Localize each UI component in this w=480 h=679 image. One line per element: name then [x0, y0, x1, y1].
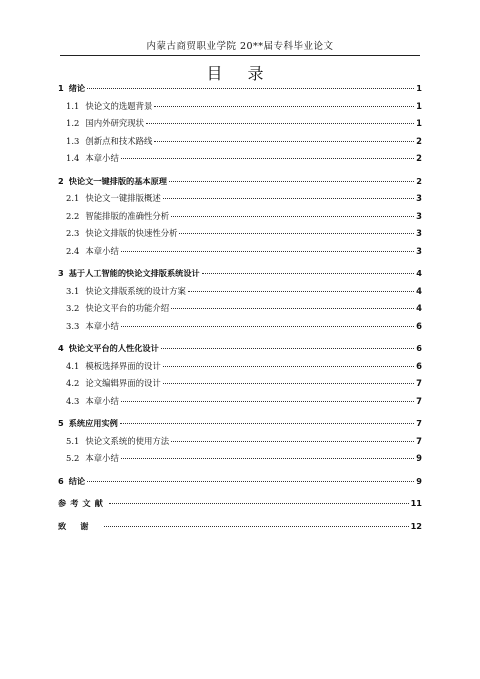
- toc-entry-page: 9: [416, 453, 422, 463]
- toc-dot-leader: [121, 458, 414, 459]
- toc-entry-page: 3: [416, 245, 422, 256]
- toc-dot-leader: [121, 158, 414, 159]
- toc-entry-page: 6: [416, 320, 422, 331]
- toc-entry-page: 4: [416, 285, 422, 296]
- toc-entry-number: 5.1: [66, 435, 80, 446]
- toc-entry-number: 4.1: [66, 360, 80, 371]
- toc-entry-number: 4: [58, 343, 64, 353]
- toc-entry-number: 2.1: [66, 193, 80, 203]
- toc-entry-page: 3: [416, 210, 422, 221]
- toc-entry-number: 3: [58, 268, 64, 278]
- toc-entry-title: 基于人工智能的快论文排版系统设计: [68, 268, 200, 278]
- toc-chapter-entry[interactable]: [58, 173, 422, 191]
- toc-entry-page: 2: [416, 175, 422, 186]
- toc-entry-page: 6: [416, 343, 422, 353]
- toc-entry-number: 1.3: [66, 135, 80, 146]
- toc-entry-page: 7: [416, 418, 422, 428]
- toc-chapter-entry[interactable]: [58, 518, 422, 536]
- toc-dot-leader: [161, 348, 414, 349]
- toc-entry-page: 7: [416, 395, 422, 406]
- toc-dot-leader: [120, 423, 414, 424]
- toc-section-entry[interactable]: [58, 98, 422, 116]
- toc-entry-title: 模板选择界面的设计: [85, 360, 161, 371]
- toc-section-entry[interactable]: [58, 358, 422, 376]
- toc-dot-leader: [163, 198, 414, 199]
- toc-dot-leader: [188, 291, 414, 292]
- toc-entry-number: 2.4: [66, 245, 80, 256]
- toc-section-entry[interactable]: [58, 450, 422, 468]
- toc-entry-number: 3.1: [66, 285, 80, 296]
- toc-title: 目 录: [206, 64, 274, 83]
- toc-entry-page: 3: [416, 228, 422, 238]
- toc-section-entry[interactable]: [58, 393, 422, 411]
- toc-section-entry[interactable]: [58, 243, 422, 261]
- toc-dot-leader: [163, 366, 414, 367]
- toc-entry-page: 1: [416, 100, 422, 111]
- toc-section-entry[interactable]: [58, 300, 422, 318]
- toc-entry-page: 11: [410, 498, 422, 508]
- toc-entry-page: 2: [416, 153, 422, 163]
- toc-entry-title: 快论文系统的使用方法: [85, 435, 170, 446]
- toc-entry-page: 6: [416, 360, 422, 371]
- toc-section-entry[interactable]: [58, 208, 422, 226]
- toc-section-entry[interactable]: [58, 375, 422, 393]
- toc-entry-title: 参考文献: [58, 498, 107, 508]
- toc-entry-title: 智能排版的准确性分析: [85, 210, 170, 221]
- toc-entry-page: 2: [416, 135, 422, 146]
- toc-entry-title: 论文编辑界面的设计: [85, 378, 161, 388]
- toc-section-entry[interactable]: [58, 225, 422, 243]
- toc-entry-page: 1: [416, 83, 422, 93]
- toc-entry-page: 7: [416, 435, 422, 446]
- toc-entry-page: 4: [416, 303, 422, 313]
- toc-entry-title: 快论文一键排版概述: [85, 193, 161, 203]
- toc-dot-leader: [109, 503, 409, 504]
- toc-section-entry[interactable]: [58, 318, 422, 336]
- toc-chapter-entry[interactable]: [58, 495, 422, 513]
- toc-entry-page: 1: [416, 118, 422, 128]
- toc-dot-leader: [154, 141, 414, 142]
- toc-chapter-entry[interactable]: [58, 415, 422, 433]
- toc-dot-leader: [179, 233, 414, 234]
- toc-entry-title: 快论文排版的快速性分析: [85, 228, 178, 238]
- toc-section-entry[interactable]: [58, 115, 422, 133]
- toc-dot-leader: [121, 401, 414, 402]
- toc-entry-title: 本章小结: [85, 153, 119, 163]
- toc-entry-title: 致谢: [58, 520, 103, 531]
- toc-chapter-entry[interactable]: [58, 80, 422, 98]
- toc-entry-page: 3: [416, 193, 422, 203]
- toc-dot-leader: [121, 251, 414, 252]
- toc-entry-number: 2.2: [66, 210, 80, 221]
- toc-entry-number: 1: [58, 83, 64, 93]
- toc-chapter-entry[interactable]: [58, 265, 422, 283]
- toc-dot-leader: [104, 526, 408, 527]
- toc-dot-leader: [171, 308, 414, 309]
- toc-dot-leader: [202, 273, 414, 274]
- toc-entry-title: 快论文一键排版的基本原理: [68, 175, 167, 186]
- toc-entry-title: 国内外研究现状: [85, 118, 144, 128]
- toc-chapter-entry[interactable]: [58, 473, 422, 491]
- toc-entry-title: 本章小结: [85, 245, 119, 256]
- toc-entry-number: 2.3: [66, 228, 80, 238]
- toc-section-entry[interactable]: [58, 133, 422, 151]
- toc-entry-title: 快论文平台的人性化设计: [68, 343, 159, 353]
- toc-entry-page: 9: [416, 475, 422, 486]
- toc-chapter-entry[interactable]: [58, 340, 422, 358]
- toc-dot-leader: [121, 326, 414, 327]
- toc-entry-page: 7: [416, 378, 422, 388]
- toc-entry-number: 1.2: [66, 118, 80, 128]
- toc-entry-title: 创新点和技术路线: [85, 135, 153, 146]
- toc-entry-number: 6: [58, 475, 64, 486]
- toc-dot-leader: [169, 181, 414, 182]
- toc-dot-leader: [87, 88, 414, 89]
- toc-entry-page: 4: [416, 268, 422, 278]
- toc-entry-number: 3.2: [66, 303, 80, 313]
- toc-section-entry[interactable]: [58, 433, 422, 451]
- toc-entry-title: 绪论: [68, 83, 86, 93]
- toc-entry-title: 系统应用实例: [68, 418, 118, 428]
- toc-dot-leader: [171, 216, 414, 217]
- toc-dot-leader: [154, 106, 414, 107]
- toc-entry-number: 1.1: [66, 100, 80, 111]
- toc-entry-title: 快论文排版系统的设计方案: [85, 285, 186, 296]
- toc-entry-number: 4.3: [66, 395, 80, 406]
- toc-section-entry[interactable]: [58, 283, 422, 301]
- toc-dot-leader: [171, 441, 414, 442]
- toc-dot-leader: [146, 123, 414, 124]
- toc-entry-title: 结论: [68, 475, 86, 486]
- toc-entry-title: 快论文的选题背景: [85, 100, 153, 111]
- toc-section-entry[interactable]: [58, 150, 422, 168]
- toc-entry-number: 3.3: [66, 320, 80, 331]
- toc-entry-title: 本章小结: [85, 320, 119, 331]
- toc-entry-title: 本章小结: [85, 453, 119, 463]
- toc-entry-number: 5.2: [66, 453, 80, 463]
- toc-entry-page: 12: [410, 520, 422, 531]
- toc-dot-leader: [87, 481, 414, 482]
- toc-dot-leader: [163, 383, 414, 384]
- toc-entry-number: 5: [58, 418, 64, 428]
- toc-entry-title: 快论文平台的功能介绍: [85, 303, 170, 313]
- toc-entry-number: 1.4: [66, 153, 80, 163]
- table-of-contents: [58, 80, 422, 535]
- toc-entry-title: 本章小结: [85, 395, 119, 406]
- page-header: 内蒙古商贸职业学院 20**届专科毕业论文: [60, 38, 420, 56]
- toc-entry-number: 2: [58, 175, 64, 186]
- toc-section-entry[interactable]: [58, 190, 422, 208]
- toc-entry-number: 4.2: [66, 378, 80, 388]
